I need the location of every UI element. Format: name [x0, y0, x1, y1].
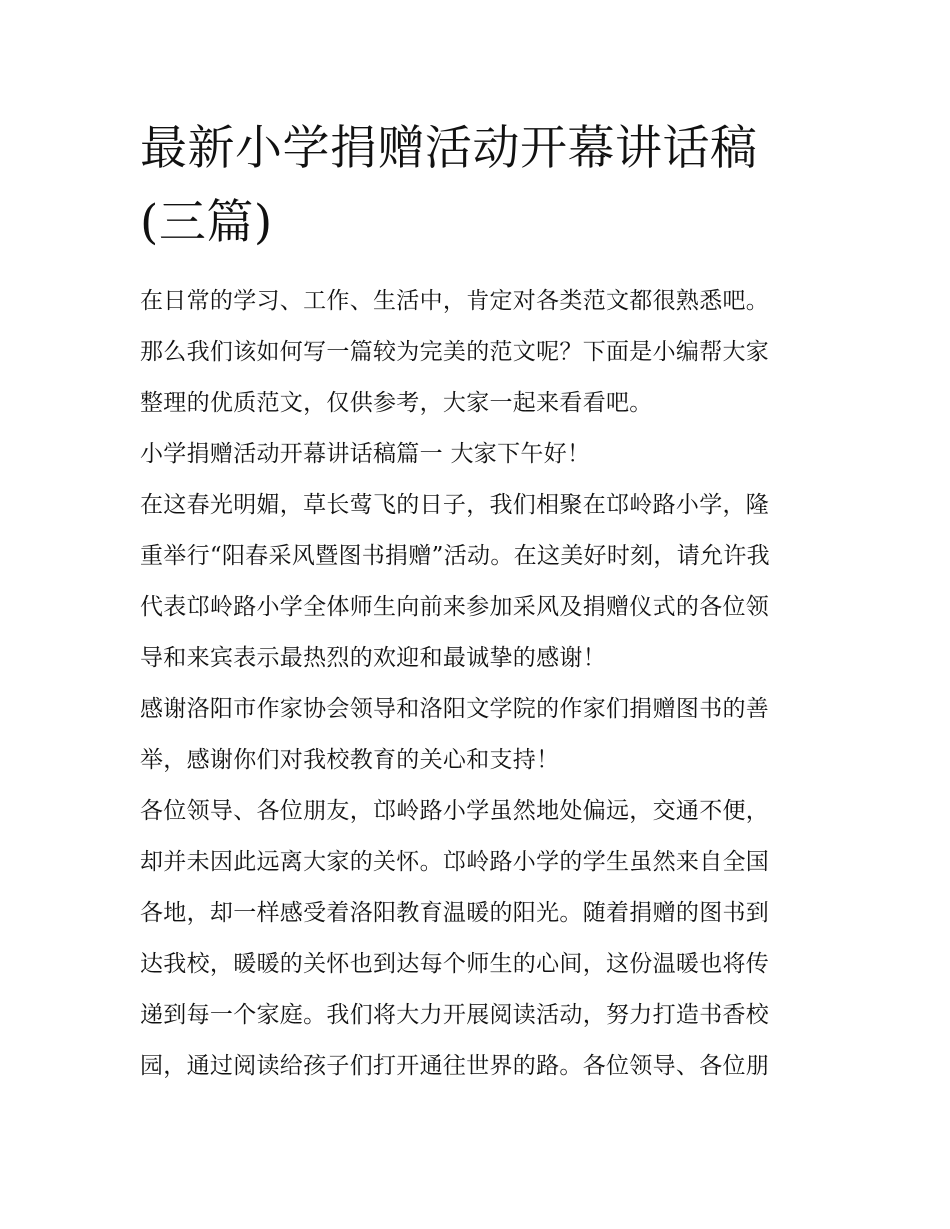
body-line: 却并未因此远离大家的关怀。邙岭路小学的学生虽然来自全国: [140, 849, 770, 875]
body-line: 重举行“阳春采风暨图书捐赠”活动。在这美好时刻，请允许我: [140, 543, 770, 569]
body-line: 感谢洛阳市作家协会领导和洛阳文学院的作家们捐赠图书的善: [140, 696, 770, 722]
body-line: 在这春光明媚，草长莺飞的日子，我们相聚在邙岭路小学，隆: [140, 492, 770, 518]
body-line: 举，感谢你们对我校教育的关心和支持！: [140, 747, 560, 773]
body-line: 递到每一个家庭。我们将大力开展阅读活动，努力打造书香校: [140, 1002, 770, 1028]
document-title: [140, 112, 820, 260]
body-line: 达我校，暖暖的关怀也到达每个师生的心间，这份温暖也将传: [140, 951, 770, 977]
body-line: 各地，却一样感受着洛阳教育温暖的阳光。随着捐赠的图书到: [140, 900, 770, 926]
body-line: 园，通过阅读给孩子们打开通往世界的路。各位领导、各位朋: [140, 1053, 770, 1079]
body-line: 在日常的学习、工作、生活中，肯定对各类范文都很熟悉吧。: [140, 288, 770, 314]
body-line: 整理的优质范文，仅供参考，大家一起来看看吧。: [140, 390, 653, 416]
title-line: 最新小学捐赠活动开幕讲话稿: [140, 121, 758, 176]
body-line: 代表邙岭路小学全体师生向前来参加采风及捐赠仪式的各位领: [140, 594, 770, 620]
body-line: 导和来宾表示最热烈的欢迎和最诚挚的感谢！: [140, 645, 606, 671]
body-line: 小学捐赠活动开幕讲话稿篇一 大家下午好！: [140, 441, 591, 467]
body-line: 各位领导、各位朋友，邙岭路小学虽然地处偏远，交通不便，: [140, 798, 770, 824]
document-body: [140, 276, 830, 1092]
body-line: 那么我们该如何写一篇较为完美的范文呢？下面是小编帮大家: [140, 339, 770, 365]
title-line: (三篇): [140, 195, 273, 250]
